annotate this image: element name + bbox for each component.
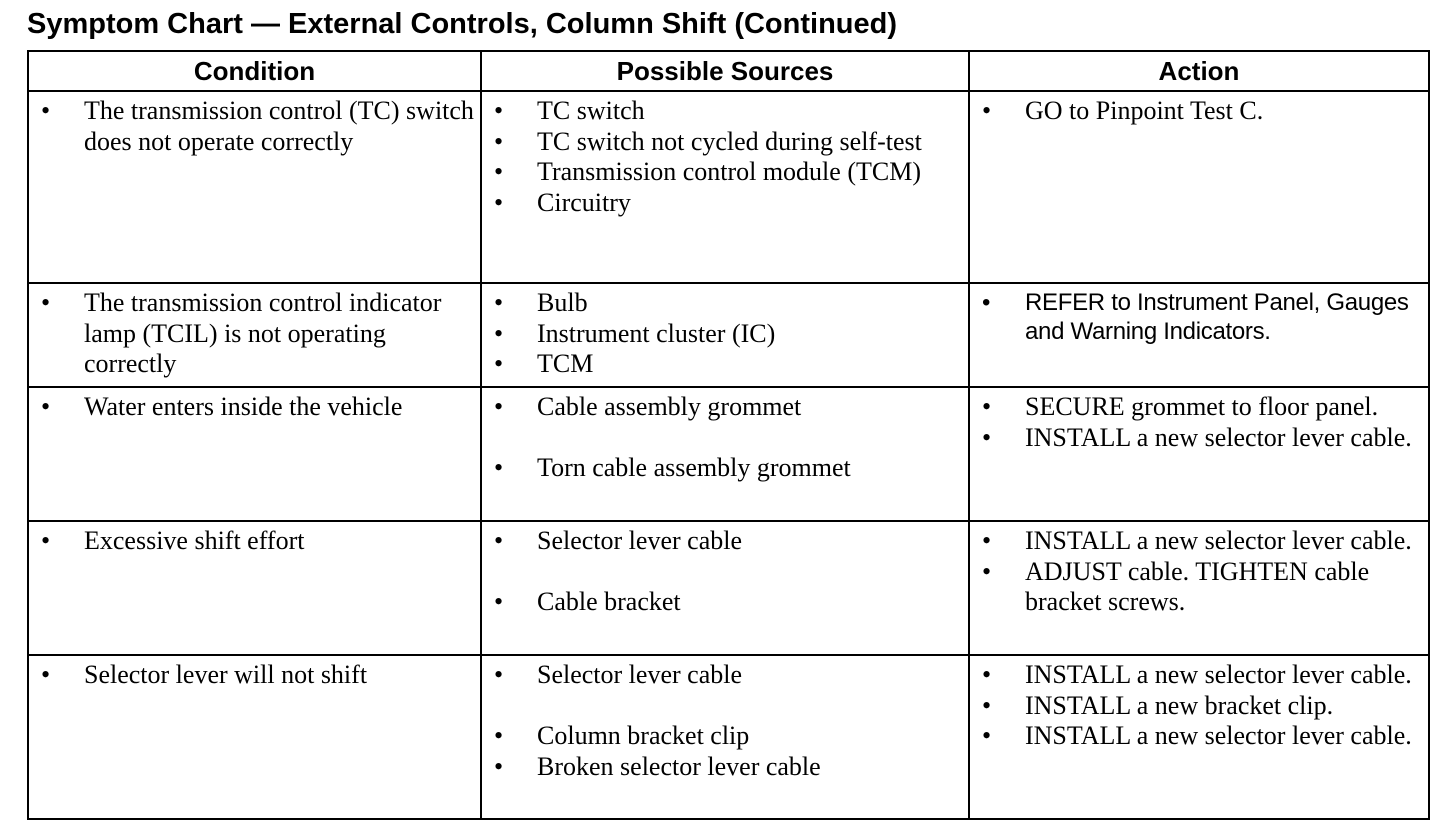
symptom-chart-table [27, 50, 1430, 820]
action-item: • INSTALL a new bracket clip. [970, 691, 1424, 722]
column-header-possible-sources: Possible Sources [481, 51, 969, 91]
action-item: • INSTALL a new selector lever cable. [970, 423, 1424, 454]
action-list [970, 96, 1424, 127]
source-item: • Selector lever cable [482, 526, 964, 557]
source-item: • Cable bracket [482, 587, 964, 618]
condition-list [29, 288, 476, 380]
condition-item: • Excessive shift effort [29, 526, 476, 557]
source-item: • TC switch not cycled during self-test [482, 127, 964, 158]
sources-cell [481, 283, 969, 387]
action-item: • INSTALL a new selector lever cable. [970, 526, 1424, 557]
condition-cell [28, 91, 481, 283]
source-item: • Selector lever cable [482, 660, 964, 691]
column-header-condition: Condition [28, 51, 481, 91]
sources-cell [481, 521, 969, 655]
table-row [28, 91, 1429, 283]
action-list [970, 660, 1424, 752]
action-item: • INSTALL a new selector lever cable. [970, 660, 1424, 691]
condition-list [29, 660, 476, 691]
action-cell [969, 521, 1429, 655]
sources-cell [481, 91, 969, 283]
sources-cell [481, 655, 969, 819]
condition-list [29, 96, 476, 157]
condition-list [29, 392, 476, 423]
action-item: • INSTALL a new selector lever cable. [970, 721, 1424, 752]
action-cell [969, 655, 1429, 819]
column-header-action: Action [969, 51, 1429, 91]
action-cell [969, 91, 1429, 283]
condition-item: • Selector lever will not shift [29, 660, 476, 691]
action-cell [969, 283, 1429, 387]
page-title: Symptom Chart — External Controls, Column Shift (Continued) [27, 8, 897, 40]
source-item: • Torn cable assembly grommet [482, 453, 964, 484]
condition-cell [28, 283, 481, 387]
table-row [28, 521, 1429, 655]
sources-list [482, 526, 964, 618]
sources-list [482, 288, 964, 380]
source-item: • Column bracket clip [482, 721, 964, 752]
source-item: • Circuitry [482, 188, 964, 219]
action-cell [969, 387, 1429, 521]
sources-list [482, 96, 964, 218]
source-item: • Cable assembly grommet [482, 392, 964, 423]
source-item: • Bulb [482, 288, 964, 319]
action-list [970, 288, 1424, 346]
table-row [28, 655, 1429, 819]
source-item: • TC switch [482, 96, 964, 127]
action-item: • SECURE grommet to floor panel. [970, 392, 1424, 423]
action-item: • GO to Pinpoint Test C. [970, 96, 1424, 127]
action-item: • REFER to Instrument Panel, Gauges and Warning Indicators. [970, 288, 1424, 346]
sources-list [482, 660, 964, 782]
table-header-row [28, 51, 1429, 91]
condition-item: • The transmission control indicator lamp (TCIL) is not operating correctly [29, 288, 476, 380]
action-item: • ADJUST cable. TIGHTEN cable bracket screws. [970, 557, 1424, 618]
sources-list [482, 392, 964, 484]
condition-item: • The transmission control (TC) switch does not operate correctly [29, 96, 476, 157]
source-item: • Transmission control module (TCM) [482, 157, 964, 188]
condition-cell [28, 387, 481, 521]
source-item: • Instrument cluster (IC) [482, 319, 964, 350]
sources-cell [481, 387, 969, 521]
table-row [28, 283, 1429, 387]
source-item: • Broken selector lever cable [482, 752, 964, 783]
action-list [970, 526, 1424, 618]
condition-cell [28, 521, 481, 655]
condition-item: • Water enters inside the vehicle [29, 392, 476, 423]
source-item: • TCM [482, 349, 964, 380]
condition-cell [28, 655, 481, 819]
action-list [970, 392, 1424, 453]
condition-list [29, 526, 476, 557]
table-row [28, 387, 1429, 521]
